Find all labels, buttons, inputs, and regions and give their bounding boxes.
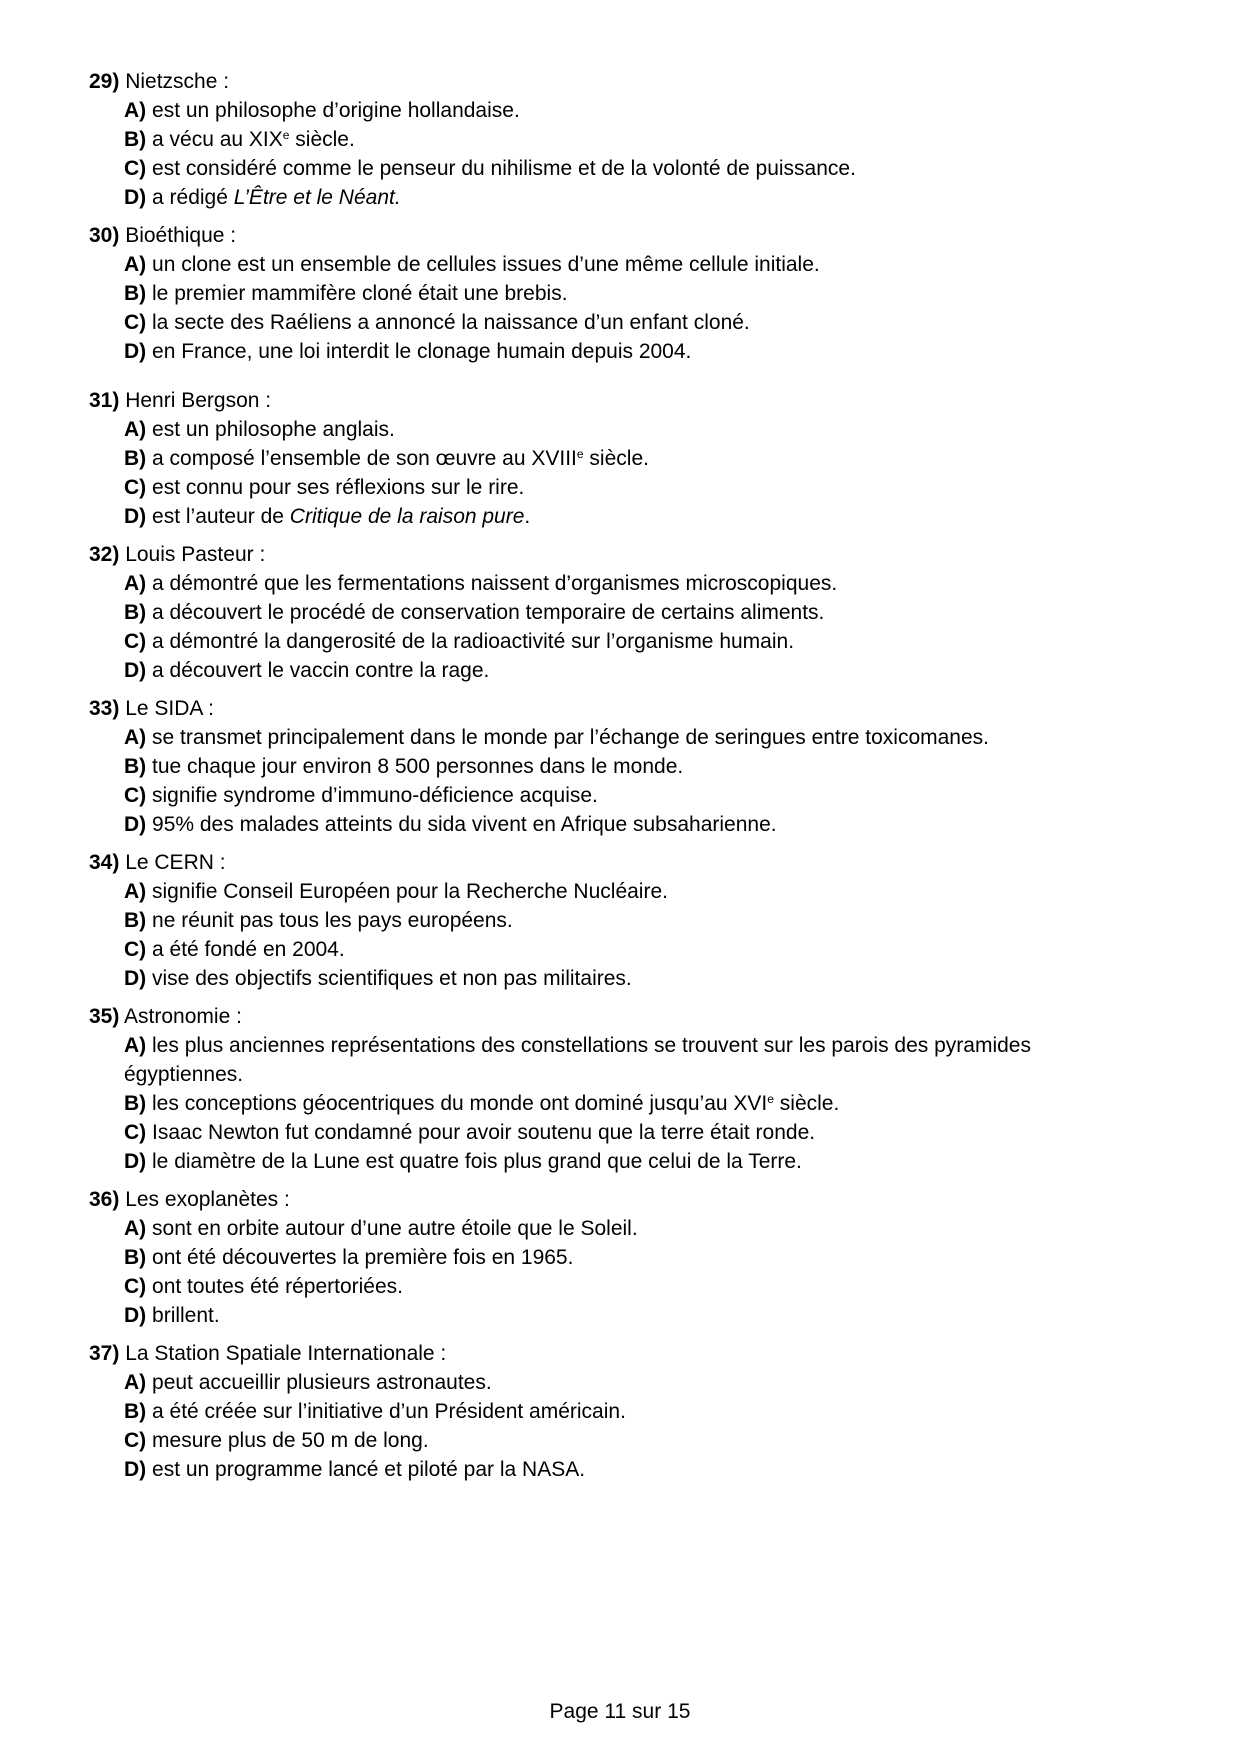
option-text: ont été découvertes la première fois en 1965.	[152, 1246, 574, 1269]
superscript: e	[282, 128, 290, 142]
option-text: un clone est un ensemble de cellules issues d’une même cellule initiale.	[152, 253, 820, 276]
option-letter: D)	[124, 1150, 147, 1173]
answer-option-b	[89, 598, 1149, 627]
option-text: 95% des malades atteints du sida vivent en Afrique subsaharienne.	[152, 813, 777, 836]
answer-option-b	[89, 752, 1149, 781]
option-text: est un philosophe anglais.	[152, 418, 395, 441]
option-letter: C)	[124, 476, 147, 499]
answer-option-d	[89, 337, 1149, 366]
italic-title: L’Être et le Néant.	[233, 186, 401, 209]
page-number: Page 11 sur 15	[549, 1700, 691, 1723]
option-letter: D)	[124, 967, 147, 990]
question-title: La Station Spatiale Internationale :	[125, 1342, 447, 1365]
question-number: 29)	[89, 70, 120, 93]
option-text: a été créée sur l’initiative d’un Président américain.	[152, 1400, 626, 1423]
superscript: e	[576, 447, 584, 461]
answer-option-a	[89, 250, 1149, 279]
answer-option-d	[89, 810, 1149, 839]
option-letter: D)	[124, 186, 147, 209]
option-letter: B)	[124, 601, 147, 624]
option-text: est considéré comme le penseur du nihilisme et de la volonté de puissance.	[152, 157, 856, 180]
question-heading	[89, 540, 1149, 569]
question-heading	[89, 694, 1149, 723]
question-29	[89, 67, 1149, 212]
question-number: 35)	[89, 1005, 120, 1028]
option-text: signifie syndrome d’immuno-déficience acquise.	[152, 784, 598, 807]
option-text: est l’auteur de	[152, 505, 290, 528]
question-number: 31)	[89, 389, 120, 412]
answer-option-d	[89, 1147, 1149, 1176]
option-text: a composé l’ensemble de son œuvre au XVIII	[152, 447, 577, 470]
option-text: Isaac Newton fut condamné pour avoir soutenu que la terre était ronde.	[152, 1121, 816, 1144]
option-letter: A)	[124, 418, 147, 441]
option-text: siècle.	[289, 128, 355, 151]
option-text: est un programme lancé et piloté par la NASA.	[152, 1458, 586, 1481]
option-text: a rédigé	[152, 186, 234, 209]
question-list	[89, 58, 1149, 1484]
option-text: les conceptions géocentriques du monde ont dominé jusqu’au XVI	[152, 1092, 768, 1115]
option-letter: B)	[124, 755, 147, 778]
question-number: 30)	[89, 224, 120, 247]
option-letter: B)	[124, 1400, 147, 1423]
option-letter: A)	[124, 880, 147, 903]
answer-option-d	[89, 183, 1149, 212]
option-letter: C)	[124, 1275, 147, 1298]
question-number: 34)	[89, 851, 120, 874]
option-text: a été fondé en 2004.	[152, 938, 345, 961]
option-text: mesure plus de 50 m de long.	[152, 1429, 429, 1452]
italic-title: Critique de la raison pure	[289, 505, 525, 528]
option-text: les plus anciennes représentations des constellations se trouvent sur les parois des pyramides égyptiennes.	[124, 1034, 1031, 1086]
answer-option-c	[89, 781, 1149, 810]
option-text: peut accueillir plusieurs astronautes.	[152, 1371, 492, 1394]
question-number: 32)	[89, 543, 120, 566]
question-title: Les exoplanètes :	[125, 1188, 290, 1211]
option-text: le diamètre de la Lune est quatre fois plus grand que celui de la Terre.	[152, 1150, 802, 1173]
option-letter: A)	[124, 99, 147, 122]
option-text: a démontré que les fermentations naissent d’organismes microscopiques.	[152, 572, 838, 595]
option-letter: D)	[124, 1304, 147, 1327]
option-text: le premier mammifère cloné était une brebis.	[152, 282, 568, 305]
option-letter: D)	[124, 1458, 147, 1481]
answer-option-b	[89, 1243, 1149, 1272]
option-letter: C)	[124, 311, 147, 334]
question-35	[89, 1002, 1149, 1176]
question-37	[89, 1339, 1149, 1484]
answer-option-a	[89, 1368, 1149, 1397]
option-letter: C)	[124, 157, 147, 180]
option-text: ont toutes été répertoriées.	[152, 1275, 404, 1298]
question-title: Nietzsche :	[125, 70, 230, 93]
option-letter: B)	[124, 1246, 147, 1269]
option-letter: B)	[124, 282, 147, 305]
option-text: brillent.	[152, 1304, 220, 1327]
option-text: tue chaque jour environ 8 500 personnes dans le monde.	[152, 755, 684, 778]
question-heading	[89, 848, 1149, 877]
option-letter: A)	[124, 1371, 147, 1394]
option-letter: C)	[124, 784, 147, 807]
option-text: a démontré la dangerosité de la radioactivité sur l’organisme humain.	[152, 630, 795, 653]
answer-option-a	[89, 569, 1149, 598]
option-letter: B)	[124, 909, 147, 932]
option-letter: C)	[124, 630, 147, 653]
question-number: 33)	[89, 697, 120, 720]
answer-option-a	[89, 96, 1149, 125]
option-text: la secte des Raéliens a annoncé la naissance d’un enfant cloné.	[152, 311, 750, 334]
option-letter: A)	[124, 726, 147, 749]
option-letter: C)	[124, 938, 147, 961]
question-title: Astronomie :	[124, 1005, 242, 1028]
question-33	[89, 694, 1149, 839]
answer-option-b	[89, 125, 1149, 154]
superscript: e	[767, 1092, 774, 1106]
option-text: a découvert le procédé de conservation temporaire de certains aliments.	[152, 601, 825, 624]
answer-option-c	[89, 1118, 1149, 1147]
answer-option-c	[89, 627, 1149, 656]
option-letter: A)	[124, 1217, 147, 1240]
option-text: siècle.	[773, 1092, 840, 1115]
question-title: Le SIDA :	[125, 697, 214, 720]
answer-option-a	[89, 415, 1149, 444]
answer-option-d	[89, 1455, 1149, 1484]
option-text: .	[524, 505, 531, 528]
question-number: 36)	[89, 1188, 120, 1211]
answer-option-c	[89, 1272, 1149, 1301]
option-letter: D)	[124, 340, 147, 363]
answer-option-b	[89, 279, 1149, 308]
question-34	[89, 848, 1149, 993]
question-heading	[89, 1185, 1149, 1214]
option-text: a découvert le vaccin contre la rage.	[152, 659, 490, 682]
option-letter: C)	[124, 1121, 147, 1144]
question-title: Henri Bergson :	[125, 389, 272, 412]
question-title: Louis Pasteur :	[125, 543, 266, 566]
answer-option-a	[89, 1214, 1149, 1243]
answer-option-a	[89, 877, 1149, 906]
question-32	[89, 540, 1149, 685]
answer-option-d	[89, 502, 1149, 531]
answer-option-c	[89, 473, 1149, 502]
option-text: a vécu au XIX	[152, 128, 283, 151]
option-letter: A)	[124, 253, 147, 276]
option-letter: D)	[124, 659, 147, 682]
question-heading	[89, 1339, 1149, 1368]
option-letter: D)	[124, 505, 147, 528]
answer-option-d	[89, 656, 1149, 685]
question-title: Le CERN :	[125, 851, 226, 874]
option-letter: C)	[124, 1429, 147, 1452]
option-letter: A)	[124, 572, 147, 595]
answer-option-c	[89, 1426, 1149, 1455]
answer-option-b	[89, 1397, 1149, 1426]
option-text: est un philosophe d’origine hollandaise.	[152, 99, 520, 122]
question-31	[89, 386, 1149, 531]
question-36	[89, 1185, 1149, 1330]
option-letter: D)	[124, 813, 147, 836]
answer-option-b	[89, 444, 1149, 473]
option-text: en France, une loi interdit le clonage humain depuis 2004.	[152, 340, 692, 363]
answer-option-d	[89, 1301, 1149, 1330]
answer-option-c	[89, 308, 1149, 337]
option-text: signifie Conseil Européen pour la Recherche Nucléaire.	[152, 880, 668, 903]
answer-option-c	[89, 154, 1149, 183]
answer-option-b	[89, 906, 1149, 935]
answer-option-d	[89, 964, 1149, 993]
question-title: Bioéthique :	[125, 224, 237, 247]
option-letter: B)	[124, 128, 147, 151]
option-text: est connu pour ses réflexions sur le rire.	[152, 476, 525, 499]
option-text: se transmet principalement dans le monde par l’échange de seringues entre toxicomanes.	[152, 726, 989, 749]
question-heading	[89, 221, 1149, 250]
answer-option-b	[89, 1089, 1149, 1118]
option-letter: B)	[124, 1092, 147, 1115]
question-heading	[89, 1002, 1149, 1031]
option-text: vise des objectifs scientifiques et non pas militaires.	[152, 967, 632, 990]
question-heading	[89, 67, 1149, 96]
question-number: 37)	[89, 1342, 120, 1365]
answer-option-a	[89, 723, 1149, 752]
option-text: siècle.	[583, 447, 649, 470]
question-heading	[89, 386, 1149, 415]
answer-option-c	[89, 935, 1149, 964]
option-text: ne réunit pas tous les pays européens.	[152, 909, 513, 932]
option-letter: A)	[124, 1034, 147, 1057]
question-30	[89, 221, 1149, 366]
option-letter: B)	[124, 447, 147, 470]
answer-option-a	[89, 1031, 1149, 1089]
option-text: sont en orbite autour d’une autre étoile que le Soleil.	[152, 1217, 638, 1240]
